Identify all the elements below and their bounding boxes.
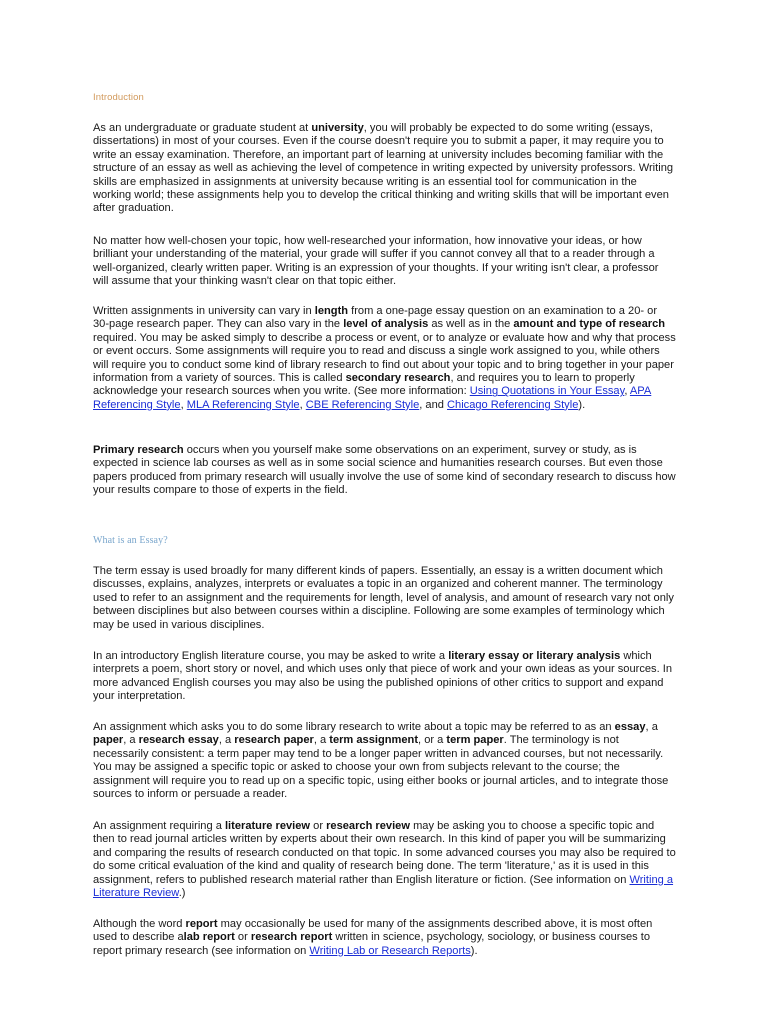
link-apa-referencing[interactable]: APA Referencing Style xyxy=(93,385,652,411)
paragraph-literature-review: An assignment requiring a literature review or research review may be asking you to choose a specific topic and then to read journal articles written by experts about their own research. In this kind of paper you will be summarizing and comparing the results of research conducted on that topic. In some advanced courses you may also be required to do some critical evaluation of the kind and quality of research being done. The term 'literature,' as it is used in this assignment, refers to published research material rather than English literature or fiction. (See information on Writing a Literature Review.) xyxy=(93,820,676,900)
link-cbe-referencing[interactable]: CBE Referencing Style xyxy=(305,398,420,411)
paragraph-research-essay: An assignment which asks you to do some library research to write about a topic may be referred to as an essay, a paper, a research essay, a research paper, a term assignment, or a term paper. The terminology is not necessarily consistent: a term paper may tend to be a longer paper written in advanced courses, but not necessarily. You may be assigned a specific topic or asked to choose your own from subjects relevant to the course; the assignment will require you to read up on a specific topic, using either books or journal articles, and to integrate those sources to inform or persuade a reader. xyxy=(93,721,669,801)
paragraph-clear-writing: No matter how well-chosen your topic, how well-researched your information, how innovative your ideas, or how brilliant your understanding of the material, your grade will suffer if you cannot convey all that to a reader through a well-organized, clearly written paper. Writing is an expression of your thoughts. If your writing isn't clear, a professor will assume that your thinking wasn't clear on that topic either. xyxy=(93,235,659,288)
link-mla-referencing[interactable]: MLA Referencing Style xyxy=(186,398,300,411)
paragraph-university-writing: As an undergraduate or graduate student at university, you will probably be expected to do some writing (essays, dissertations) in most of your courses. Even if the course doesn't require you to submit a paper, it may require you to write an essay examination. Therefore, an important part of learning at university includes becoming familiar with the structure of an essay as well as achieving the level of competence in writing expected by university professors. Writing skills are emphasized in assignments at university because writing is an essential tool for communication in the working world; these assignments help you to develop the critical thinking and writing skills that will be important even after graduation. xyxy=(93,122,674,215)
section-heading-introduction: Introduction xyxy=(93,92,144,103)
section-heading-what-is-essay: What is an Essay? xyxy=(93,535,168,546)
link-using-quotations[interactable]: Using Quotations in Your Essay xyxy=(469,385,625,398)
link-chicago-referencing[interactable]: Chicago Referencing Style xyxy=(447,398,579,411)
paragraph-literary-essay: In an introductory English literature course, you may be asked to write a literary essay or literary analysis which interprets a poem, short story or novel, and which uses only that piece of work and your own ideas as your sources. In more advanced English courses you may also be using the published opinions of other critics to support and expand your interpretation. xyxy=(93,650,673,703)
paragraph-primary-research: Primary research occurs when you yourself make some observations on an experiment, survey or study, as is expected in science lab courses as well as in some social science and humanities research courses. But even those papers produced from primary research will usually involve the use of some kind of secondary research to discuss how your results compare to those of experts in the field. xyxy=(93,444,676,497)
link-writing-literature-review[interactable]: Writing a Literature Review xyxy=(93,873,674,900)
paragraph-report: Although the word report may occasionally be used for many of the assignments described above, it is most often used to describe alab report or research report written in science, psychology, sociology, or business courses to report primary research (see information on Writing Lab or Research Reports). xyxy=(93,918,653,957)
paragraph-assignment-variation: Written assignments in university can vary in length from a one-page essay question on an examination to a 20- or 30-page research paper. They can also vary in the level of analysis as well as in the amount and type of research required. You may be asked simply to describe a process or event, or to analyze or evaluate how and why that process or event occurs. Some assignments will require you to read and discuss a single work assigned to you, while others will require you to conduct some kind of library research to find out about your topic and to bring together in your paper information from a variety of sources. This is called secondary research, and requires you to learn to properly acknowledge your research sources when you write. (See more information: Using Quotations in Your Essay, APA Referencing Style, MLA Referencing Style, CBE Referencing Style, and Chicago Referencing Style). xyxy=(93,305,676,411)
link-writing-lab-reports[interactable]: Writing Lab or Research Reports xyxy=(309,944,471,957)
paragraph-essay-definition: The term essay is used broadly for many different kinds of papers. Essentially, an essay is a written document which discusses, explains, analyzes, interprets or evaluates a topic in an organized and coherent manner. The terminology used to refer to an assignment and the requirements for length, level of analysis, and amount of research vary not only between disciplines but also between courses within a discipline. Following are some examples of terminology which may be used in various disciplines. xyxy=(93,565,674,631)
